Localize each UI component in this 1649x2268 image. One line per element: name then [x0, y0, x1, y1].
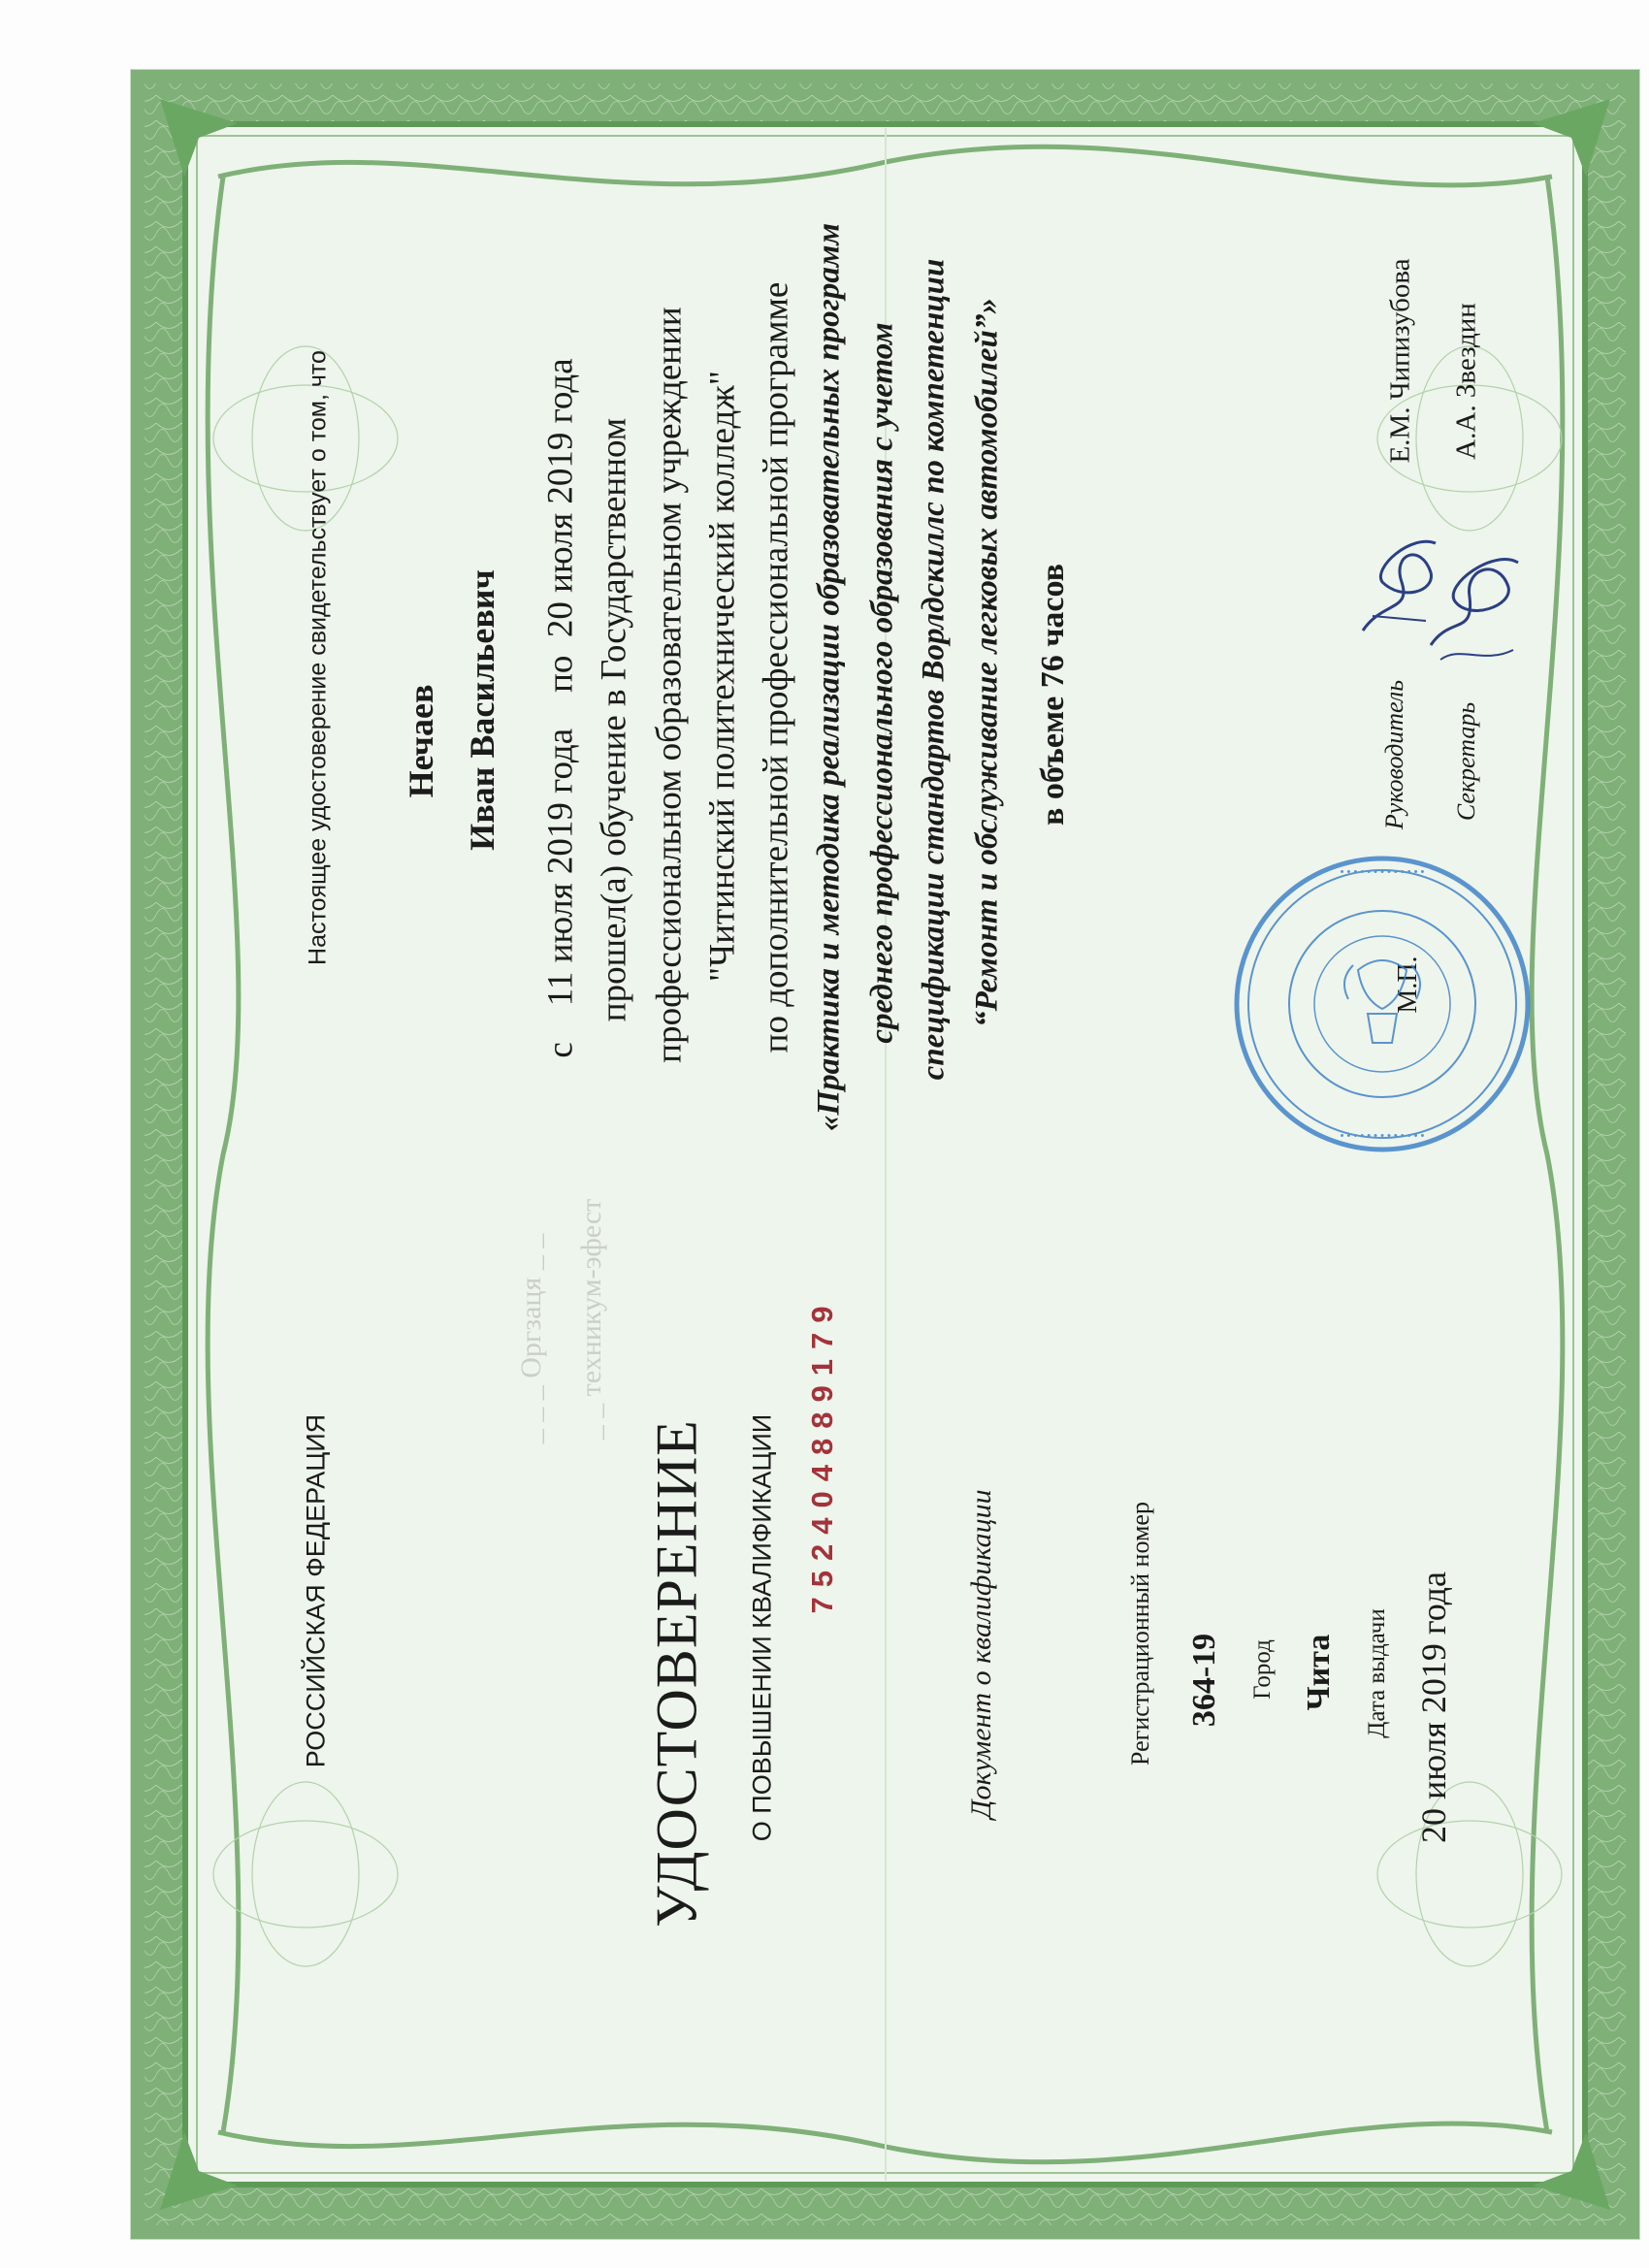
program-intro: по дополнительной профессиональной программе: [756, 281, 796, 1053]
document-type: Документ о квалификации: [965, 1489, 997, 1819]
serial-number: 752404889179: [805, 1296, 839, 1614]
program-title-4: “Ремонт и обслуживание легковых автомобилей”»: [969, 298, 1005, 1027]
holder-surname: Нечаев: [402, 684, 440, 798]
holder-given-names: Иван Васильевич: [463, 569, 501, 851]
svg-text:• • • • • • • • • • • • •: • • • • • • • • • • • • •: [1340, 1130, 1425, 1142]
seal-place-label: М.П.: [1393, 956, 1423, 1014]
official-stamp: [1232, 854, 1533, 1154]
svg-text:• • • • • • • • • • • • •: • • • • • • • • • • • • •: [1340, 866, 1425, 878]
body-line-2: прошел(а) обучение в Государственном: [594, 417, 634, 1022]
secretary-name: А.А. Звездин: [1450, 303, 1482, 460]
program-title-3: спецификации стандартов Ворлдскиллс по компетенции: [916, 258, 952, 1081]
city-label: Город: [1249, 1639, 1276, 1700]
issue-date: 20 июля 2019 года: [1414, 1571, 1453, 1843]
secretary-signature: [1416, 529, 1533, 674]
reg-number: 364-19: [1186, 1633, 1222, 1728]
course-volume: в объеме 76 часов: [1035, 564, 1071, 826]
head-label: Руководитель: [1380, 679, 1408, 830]
faint-overprint-2: _ _ техникум-эфест: [575, 1198, 607, 1441]
document-title: УДОСТОВЕРЕНИЕ: [644, 1419, 709, 1928]
document-subtitle: О ПОВЫШЕНИИ КВАЛИФИКАЦИИ: [747, 1413, 777, 1842]
study-period: с 11 июля 2019 года по 20 июля 2019 года: [540, 358, 581, 1058]
country-label: РОССИЙСКАЯ ФЕДЕРАЦИЯ: [301, 1413, 331, 1768]
reg-number-label: Регистрационный номер: [1126, 1502, 1154, 1766]
issue-date-label: Дата выдачи: [1364, 1608, 1390, 1738]
intro-text: Настоящее удостоверение свидетельствует о том, что: [304, 350, 332, 965]
program-title-2: среднего профессионального образования с учетом: [864, 322, 900, 1044]
program-title-1: «Практика и методика реализации образовательных программ: [811, 222, 847, 1132]
body-line-3: профессиональном образовательном учреждении: [649, 307, 690, 1063]
faint-overprint-1: _ _ _ Оргзаця _ _: [515, 1233, 547, 1444]
head-name: Е.М. Чипизубова: [1384, 258, 1416, 464]
secretary-label: Секретарь: [1452, 701, 1480, 822]
city-value: Чита: [1301, 1634, 1337, 1711]
institution-name: "Читинский политехнический колледж": [702, 371, 743, 982]
